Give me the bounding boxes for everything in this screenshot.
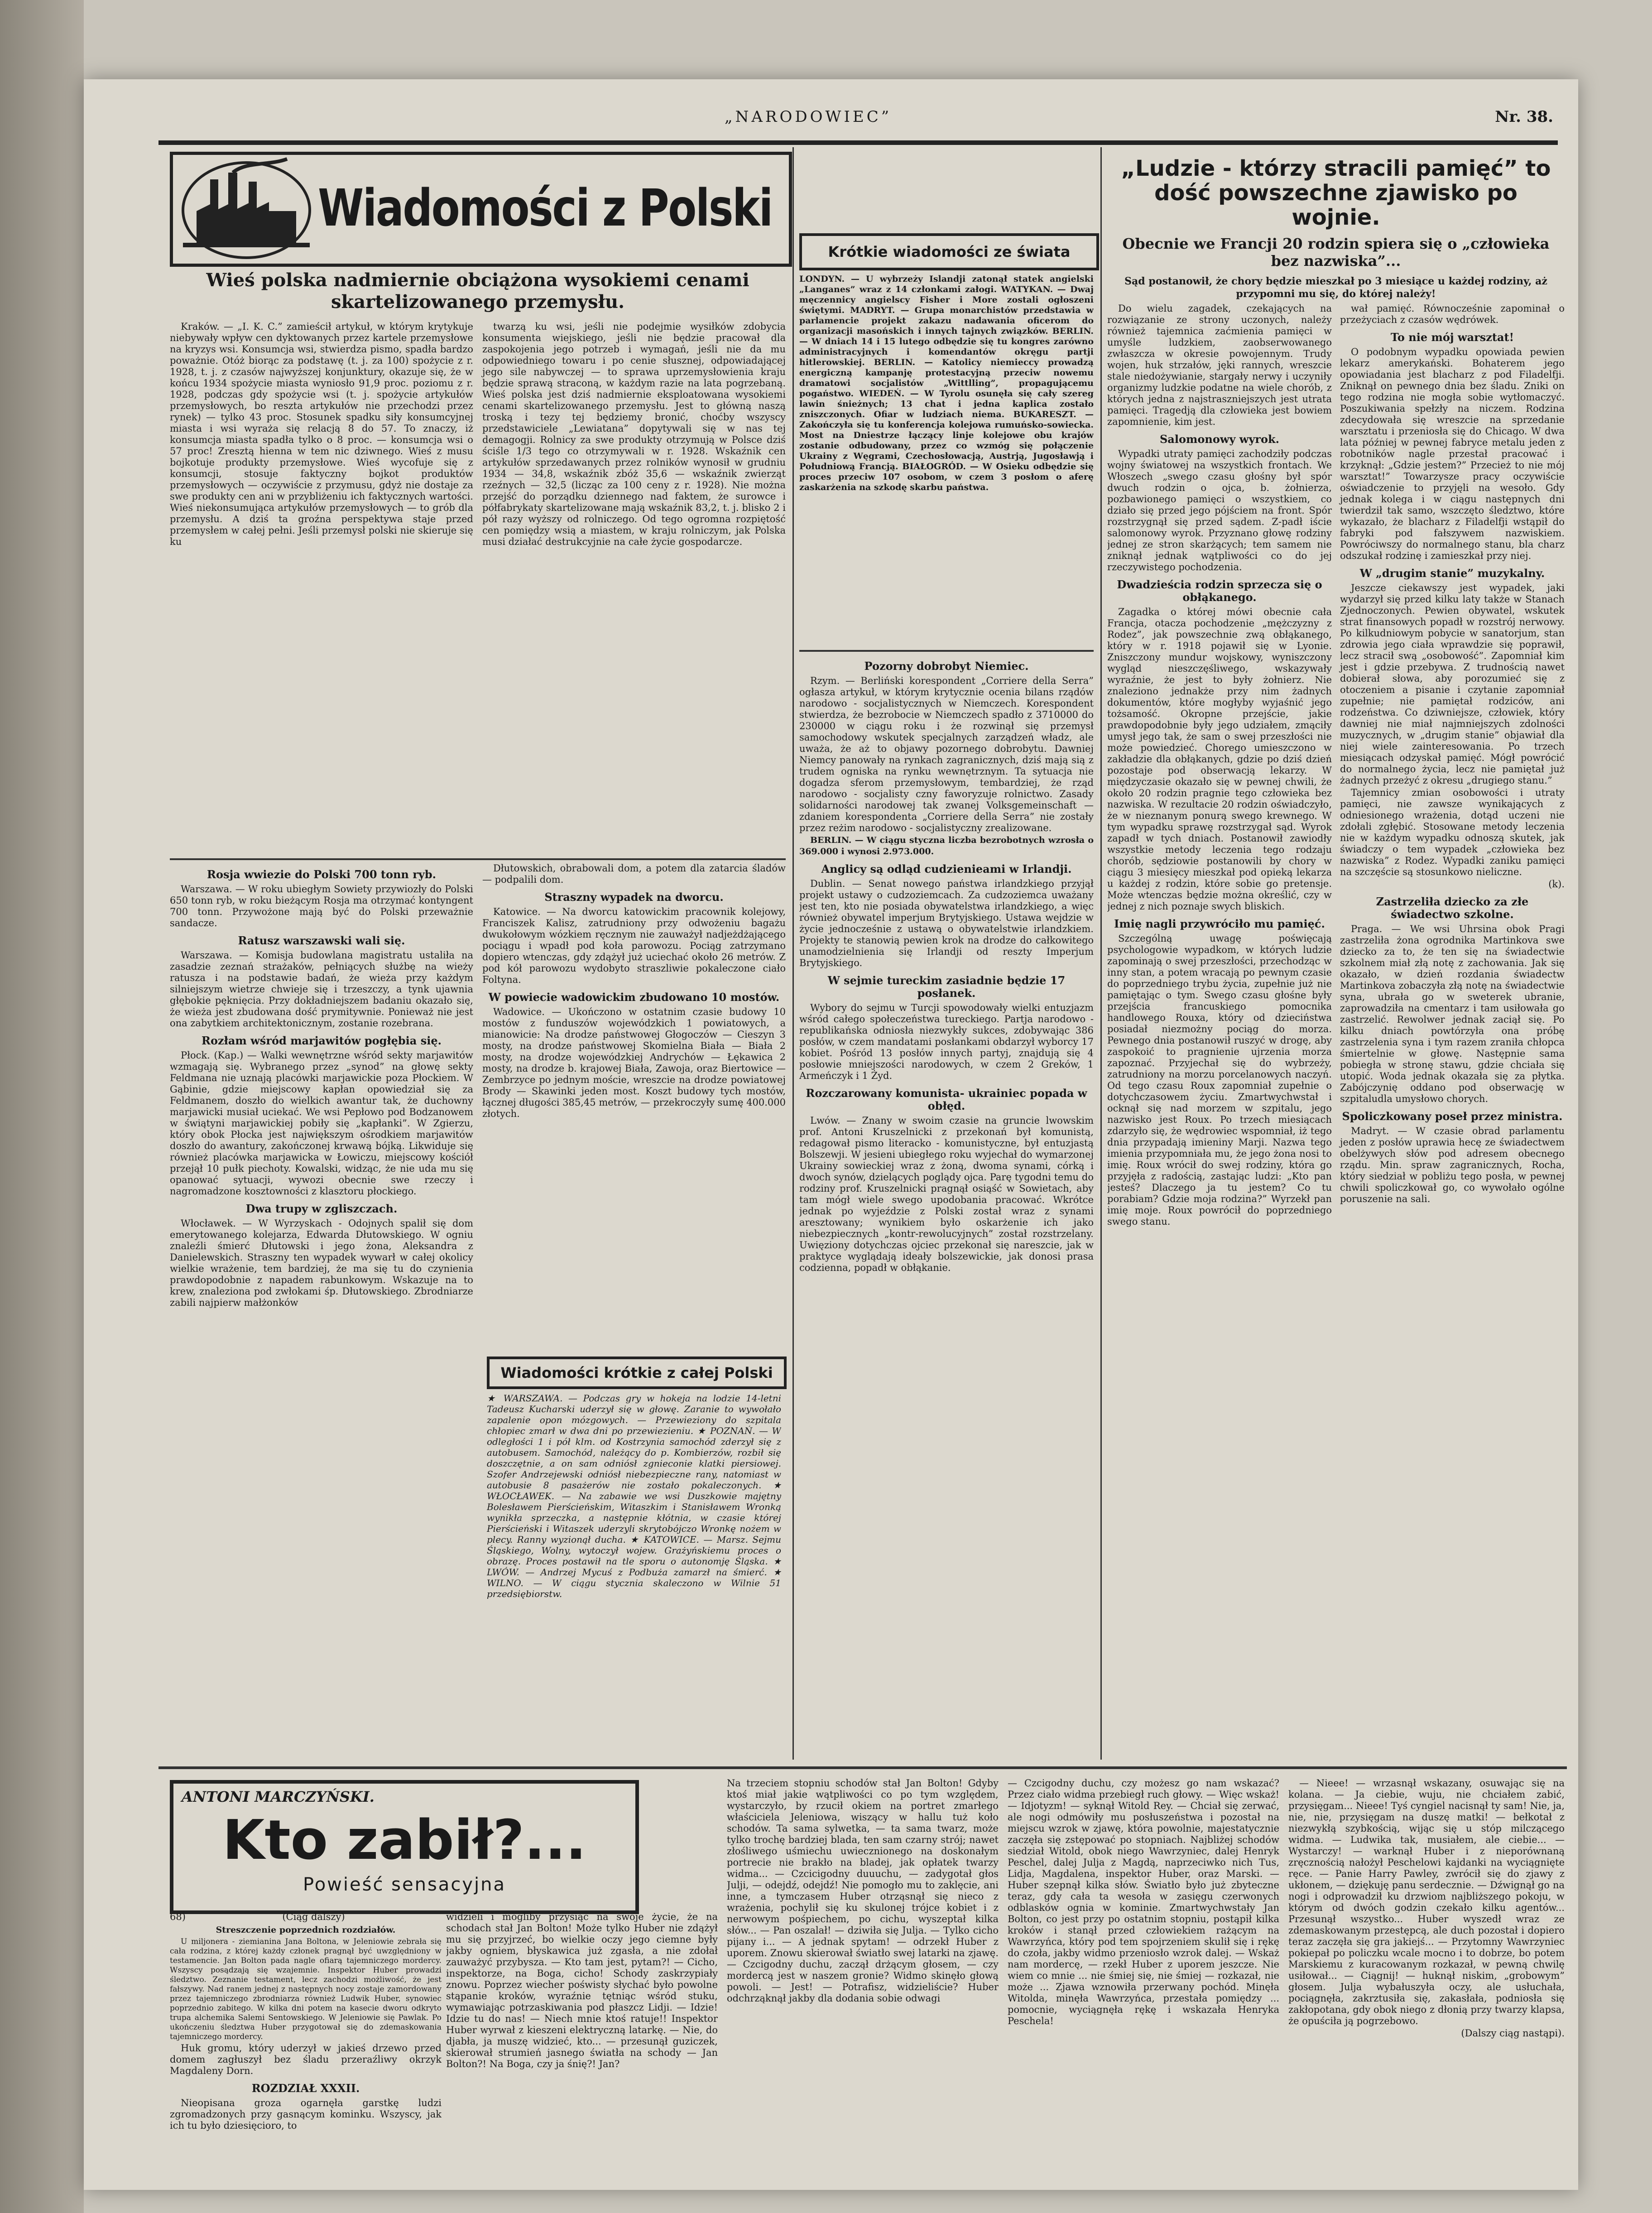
news-item-1: Rosja wwiezie do Polski 700 tonn ryb. Warszawa. — W roku ubiegłym Sowiety przywiozły do Polski 650 tonn ryb, w roku bieżącym Rosja ma otrzymać kontyngent 700 tonn. Przywożone mają być do Polski przeważnie sandacze. [170, 868, 473, 928]
memory-headline: „Ludzie - którzy stracili pamięć” to dość powszechne zjawisko po wojnie. [1121, 156, 1551, 230]
news-item-4: Dwa trupy w zgliszczach. Włocławek. — W Wyrzyskach - Odojnych spalił się dom emerytowanego kolejarza, Edwarda Dłutowskiego. W ogniu znaleźli śmierć Dłutowski i jego żona, Aleksandra z Danielewskich. Straszny ten wypadek wywarł w całej okolicy wielkie wrażenie, tem bardziej, że ma się tu do czynienia prawdopodobnie z napadem rabunkowym. Wskazuje na to krew, znaleziona pod zwłokami śp. Dłutowskiego. Zbrodniarze zabili najpierw małżonków [170, 1202, 473, 1308]
news-item-5: Dłutowskich, obrabowali dom, a potem dla zatarcia śladów — podpalili dom. [482, 863, 786, 885]
middle-column [799, 654, 1094, 1764]
paper-name: „NARODOWIEC” [725, 108, 892, 126]
news-item-3: Rozłam wśród marjawitów pogłębia się. Płock. (Kap.) — Walki wewnętrzne wśród sekty marjawitów wzmagają się. Wybranego przez „synod” na głowę sekty Feldmana nie uznają placówki marjawickie poza Płockiem. W Gąbinie, gdzie miejscowy kapłan opowiedział się za Feldmanem, doszło do wielkich awantur tak, że duchowny marjawicki musiał uciekać. We wsi Pepłowo pod Bodzanowem w świątyni marjawickiej pobiły się „kapłanki”. W Zgierzu, który obok Płocka jest największym ośrodkiem marjawitów doszło do awantury, zakończonej krwawą bójką. Likwiduje się również placówka marjawicka w Łowiczu, miejscowy kościół przejął 10 pułk piechoty. Kowalski, widząc, że nie uda mu się opanować sytuacji, wywozi obecnie swe rzeczy i nagromadzone kosztowności z klasztoru płockiego. [170, 1034, 473, 1197]
section-title-box [170, 152, 792, 267]
memory-subhead-2: Sąd postanowił, że chory będzie mieszkał po 3 miesiące u każdej rodziny, aż przypomni mu się, do której należy! [1124, 275, 1547, 300]
article-ireland: Anglicy są odląd cudzienieami w Irlandji. Dublin. — Senat nowego państwa irlandzkiego przyjął projekt ustawy o cudzoziemcach. Za cudzoziemca uważany jest ten, kto nie posiada obywatelstwa irlandzkiego, a więc również obywatel imperjum Brytyjskiego. Ustawa wejdzie w życie jednocześnie z ustawą o obywatelstwie irlandzkiem. Projekty te stanowią pewien krok na drodze do całkowitego unamodzielnienia się Irlandji od reszty Imperjum Brytyjskiego. [799, 862, 1094, 968]
article-body-right: twarzą ku wsi, jeśli nie podejmie wysiłków zdobycia konsumenta wiejskiego, jeśli nie będzie pracował dla zaspokojenia jego potrzeb i wymagań, jeśli nie da mu odpowiedniego towaru i po cenie słusznej, odpowiadającej jego sile nabywczej — to sprawa uprzemysłowienia kraju będzie sprawą straconą, w każdym razie na lata pogrzebaną. Wieś polska jest dziś nadmiernie eksploatowana wysokiemi cenami skartelizowanego przemysłu. Jest to główną naszą troską i tezy tej będziemy bronić, choćby wszyscy przedstawiciele „Lewiatana” dopytywali się w nas tej demagogji. Rolnicy za swe produkty otrzymują w Polsce dziś ściśle 1/3 tego co otrzymywali w r. 1928. Wskaźnik cen artykułów sprzedawanych przez rolników wynosił w grudniu 1934 — 34,8, wskaźnik zbóż 35,6 — wskaźnik zwierząt rzeźnych — 32,5 (licząc za 100 ceny z r. 1928). Nie można przejść do porządku dziennego nad faktem, że surowce i półfabrykaty skartelizowane mają wskaźnik 83,2, t. j. blisko 2 i pół razy wyższy od rolniczego. Od tego ogromna rozpiętość cen pomiędzy wsią a miastem, w kraju rolniczym, jak Polska musi działać destrukcyjnie na całe życie gospodarcze. [482, 321, 786, 547]
serial-col-4: — Czcigodny duchu, czy możesz go nam wskazać? Przez ciało widma przebiegł ruch głowy. — Więc wskaż! — Idjotyzm! — syknął Witold Rey. — Chciał się zerwać, ale nogi odmówiły mu posłuszeństwa i pozostał na miejscu wzrok w zjawę, która powolnie, majestatycznie zaczęła się zstępować po stopniach. Najbliżej schodów siedział Witold, obok niego Wawrzyniec, dalej Henryk Peschel, dalej Julja z Magdą, naprzeciwko nich Tus, Lidja, Magdalena, inspektor Huber, oraz Marski. — Huber szepnął kilka słów. Światło było już zbyteczne teraz, gdy cała ta wesoła w zasięgu czerwonych odblasków ognia w kominie. Zmartwychwstały Jan Bolton, co jest przy po ostatnim stopniu, postąpił kilka kroków i stanął przed człowiekiem rażącym na Wawrzyńca, który pod tem spojrzeniem skulił się i rękę do czoła, jakby widmo przeniosło wzrok dalej. — Wskaż nam mordercę, — rzekł Huber z uporem jeszcze. Nie wiem co mnie ... nie śmiej się, nie śmiej — rozkazał, nie może ... Zjawa wznowiła przerwany pochód. Minęła Witolda, minęła Wawrzyńca, przestała pomiędzy ... pomocnie, wyciągnęła rękę i wskazała Henryka Peschela! [1008, 1778, 1279, 2026]
article-germany: Pozorny dobrobyt Niemiec. Rzym. — Berliński korespondent „Corriere della Serra” ogłasza artykuł, w którym krytycznie ocenia bilans rządów narodowo - socjalistycznych w Niemczech. Korespondent stwierdza, że bezrobocie w Niemczech spadło z 3710000 do 230000 w ciągu roku i że rozwinął się przemysł samochodowy wskutek specjalnych zarządzeń władz, ale uważa, że aż to objawy pozornego dobrobytu. Dawniej Niemcy panowały na rynkach zagranicznych, dziś mają sią z trudem ogniska na rynku wewnętrznym. Ta sytuacja nie dogadza sferom przemysłowym, tembardziej, że rząd narodowo - socjalisty czny faworyzuje rolnictwo. Zasady solidarności narodowej tak zwanej Volksgemeinschaft — zdaniem korespondenta „Corriere della Serra” nie zostały przez reżim narodowo - socjalistyczny zrealizowane. BERLIN. — W ciągu styczna liczba bezrobotnych wzrosła o 369.000 i wynosi 2.973.000. [799, 659, 1094, 856]
factory-icon [178, 157, 314, 261]
memory-subhead: Obecnie we Francji 20 rodzin spiera się o „człowieka bez nazwiska”... [1122, 235, 1550, 269]
article-village [170, 269, 786, 854]
masthead [158, 104, 1558, 145]
news-item-7: W powiecie wadowickim zbudowano 10 mostów. Wadowice. — Ukończono w ostatnim czasie budowy 10 mostów z funduszów wojewódzkich 1 powiatowych, a mianowicie: Na drodze państwowej Głogoczów — Cieszyn 3 mosty, na drodze państwowej Skomielna Biała — Biała 2 mosty, na drodze wojewódzkiej Andrychów — Łękawica 2 mosty, na drodze b. krajowej Biała, Zawoja, oraz Biertowice — Zembrzyce po jednym moście, wreszcie na drodze powiatowej Brody — Skawinki jeden most. Koszt budowy tych mostów, łącznej długości 385,45 metrów, — przekroczyły sumę 400.000 złotych. [482, 991, 786, 1119]
serial-col-3: Na trzeciem stopniu schodów stał Jan Bolton! Gdyby ktoś miał jakie wątpliwości co po tym względem, wystarczyło, by rzucił okiem na portret zmarłego właściciela Jeleniowa, wiszący w hallu tuż koło schodów. Ta sama sylwetka, — ta sama twarz, może tylko trochę bardziej blada, ten sam czarny strój; nawet złośliwego uśmiechu uwiecznionego na doskonałym portrecie nie brakło na bladej, jak opłatek twarzy widma... — Czcicigodny duuuchu, — zadygotał głos Julji, — odejdź, odejdź! Nie pomogło mu to zaklęcie, ani inne, a tymczasem Huber otrząsnął się nieco z wrażenia, pochylił się ku skulonej trójce kobiet i z nerwowym pośpiechem, po cichu, wyszeptał kilka słów... — Pan oszalał! — dziwiła się Julja. — Tylko cicho pijany i... — A jednak spytam! — odrzekł Huber z uporem. Znowu skierował światło swej latarki na zjawę. — Czcigodny duchu, zaczął drżącym głosem, — czy mordercą jest w naszem gronie? Widmo skinęło głową powoli. — Jest! — Potrafisz, widzieliście? Huber odchrząknął jakby dla dodania sobie odwagi [727, 1778, 999, 2004]
issue-number: Nr. 38. [1495, 108, 1553, 126]
divider [799, 650, 1094, 652]
serial-col-2: widzieli i mogliby przysiąc na swoje życie, że na schodach stał Jan Bolton! Może tylko Huber nie zdążył mu się przyjrzeć, bo wielkie oczy jego ciemne były jakby ogniem, błyskawica już zgasła, a nie zdołał zauważyć przybysza. — Kto tam jest, pytam?! — Cicho, inspektorze, na Boga, cicho! Schody zaskrzypiały znowu. Poprzez wiecher poświsty słychać było powolne stąpanie kroków, wyraźnie tętniąc wśród stuku, wymawiając potrzaskiwania pod płaszcz Lidji. — Idzie! Idzie tu do nas! — Niech mnie ktoś ratuje!! Inspektor Huber wyrwał z kieszeni elektryczną latarkę. — Nie, do djabła, ja muszę widzieć, kto... — przesunął guziczek, skierował strumień jasnego światła na schody — Jan Bolton?! Na Boga, czy ja śnię?! Jan? [446, 1911, 718, 2069]
short-news-poland: ★ WARSZAWA. — Podczas gry w hokeja na lodzie 14-letni Tadeusz Kucharski uderzył się w głowę. Zaranie to wywołało zapalenie opon mózgowych. — Przewieziony do szpitala chłopiec zmarł w dwa dni po przewiezieniu. ★ POZNAŃ. — W odległości 1 i pół klm. od Kostrzynia samochód zderzył się z autobusem. Samochód, należący do p. Kombierzów, rozbił się doszczętnie, a on sam odniósł zgnieconie klatki piersiowej. Szofer Andrzejewski odniósł niebezpieczne rany, natomiast w autobusie 8 pasażerów nie zostało pokaleczonych. ★ WŁOCŁAWEK. — Na zabawie we wsi Duszkowie majętny Bolesławem Pierścieńskim, Witaszkim i Stanisławem Wronką wynikła sprzeczka, a następnie kłótnia, w czasie której Pierścieński i Witaszek uderzyli skrytobójczo Wronkę nożem w plecy. Ranny wyzionął ducha. ★ KATOWICE. — Marsz. Sejmu Śląskiego, Wolny, wytoczył wojew. Grażyńskiemu proces o obrazę. Proces postawił na tle sporu o autonomję Śląska. ★ LWÓW. — Andrzej Mycuś z Podbuża zamarzł na śmierć. ★ WILNO. — W ciągu stycznia skaleczono w Wilnie 51 przedsiębiorstw. [487, 1393, 781, 1599]
serial-divider [158, 1766, 1567, 1769]
scan-border [0, 0, 84, 2213]
article-body-left: Kraków. — „I. K. C.” zamieścił artykuł, w którym krytykuje niebywały wpływ cen dyktowanych przez kartele przemysłowe na kryzys wsi. Konsumcja wsi, stwierdza pismo, spadła bardzo poważnie. Otóż biorąc za podstawę (t. j. za 100) spożycie z r. 1928, t. j. z czasów najwyższej konjunktury, okazuje się, że w końcu 1934 spożycie miasta wyniosło 91,9 proc. poziomu z r. 1928, podczas gdy spożycie wsi (t. j. spożycie artykułów przemysłowych, bo reszta artykułów nie przechodzi przez rynek) — tylko 43 proc. Stosunek spadku siły konsumcyjnej miasta i wsi wyraża się relacją 8 do 57. To znaczy, iż konsumcja miasta spadła tylko o 8 proc. — konsumcja wsi o 57 proc! Zresztą hienna w tem nic dziwnego. Wieś z musu bojkotuje produkty przemysłowe. Wieś wycofuje się z konsumcji, stosuje faktyczny bojkot produktów przemysłowych — oczywiście z przymusu, gdyż nie dostaje za swe produkty cen ani w przybliżeniu ich faktycznych wartości. Wieś niekonsumująca artykułów przemysłowych — to grób dla przemysłu. A dziś ta groźna perspektywa staje przed przemysłem w całej pełni. Jeśli przemysł polski nie skieruje się ku [170, 321, 473, 547]
article-lwow: Rozczarowany komunista- ukrainiec popada w obłęd. Lwów. — Znany w swoim czasie na gruncie lwowskim prof. Antoni Kruszelnicki z przekonań był komunistą, redagował pismo literacko - komunistyczne, był entuzjastą Bolszewji. W jesieni ubiegłego roku wyjechał do wymarzonej Ukrainy sowieckiej wraz z żoną, dwoma synami, córką i dwoch synów, dzielących poglądy ojca. Parę tygodni temu do rodziny prof. Kruszelnicki pragnął osiąść w Sowietach, aby tam mógł wiele swego upodobania pracować. Wkrótce jednak po wyjeździe z Polski został wraz z synami aresztowany; wynikiem było oskarżenie ich jako niebezpiecznych „kontr-rewolucyjnych” został rozstrzelany. Uwięziony dotychczas ojciec przekonał się nareszcie, jak w praktyce wyglądają ideały bolszewickie, jak donosi prasa codzienna, popadł w obłąkanie. [799, 1087, 1094, 1273]
news-column-b [482, 863, 786, 1352]
article-memory: „Ludzie - którzy stracili pamięć” to dość powszechne zjawisko po wojnie. Obecnie we Francji 20 rodzin spiera się o „człowieka bez nazwiska”... Sąd postanowił, że chory będzie mieszkał po 3 miesiące u każdej rodziny, aż przypomni mu się, do której należy! Do wielu zagadek, czekających na rozwiązanie ze strony uczonych, należy również tajemnica zaćmienia pamięci w umyśle ludzkiem, zaobserwowanego zwłaszcza w okresie powojennym. Trudy wojen, huk strzałów, jęki rannych, wreszcie stale niedożywianie, stargały nerwy i uczyniły organizmy ludzkie podatne na wiele chorób, z których jedna z najstraszniejszych jest utrata pamięci. Tragedją dla człowieka jest bowiem zapomnienie, kim jest. Salomonowy wyrok. Wypadki utraty pamięci zachodziły podczas wojny światowej na wszystkich frontach. We Włoszech „swego czasu głośny był spór dwuch rodzin o ojca, b. żołnierza, pozbawionego pamięci o wszystkiem, co działo się przed jego pójściem na front. Spór rozstrzygnął się przed sądem. Z-padł iście salomonowy wyrok. Przyznano głowę rodziny jednej ze stron skarżących; tem samem nie zniknął jednak wątpliwości co do jej rzeczywistego pochodzenia. Dwadzieścia rodzin sprzecza się o obłąkanego. Zagadka o której mówi obecnie cała Francja, otacza pochodzenie „mężczyzny z Rodez”, jak powszechnie zwą obłąkanego, który w r. 1918 pojawił się w Lyonie. Zniszczony mundur wojskowy, wyniszczony wygląd nieszczęśliwego, wskazywały wyraźnie, że jest to były żołnierz. Nie znaleziono jednakże przy nim żadnych dokumentów, które mogłyby wyjaśnić jego tożsamość. Okropne przejście, jakie prawdopodobnie były jego udziałem, zmąciły umysł jego tak, że sam o swej przeszłości nie może powiedzieć. Chorego umieszczono w zakładzie dla obłąkanych, gdzie po dziś dzień pozostaje pod obserwacją lekarzy. W międzyczasie okazało się w pewnej chwili, że około 20 rodzin pragnie tego człowieka bez nazwiska. W rezultacie 20 rodzin oświadczyło, że w nieznanym ponurą swego krewnego. W tym wypadku sprawę rozstrzygał sąd. Wyrok zapadł w tych dniach. Postanowił zawiodły wszystkie metody leczenia tego rodzaju chorób, sędziowie postanowili by chory w ciągu 3 miesięcy mieszkał pod opieką lekarza u każdej z rodzin, które sobie go pretensje. Może wtenczas będzie można określić, czy w jednej z nich poznaje swych bliskich. Imię nagli przywróciło mu pamięć. Szczególną uwagę poświęcają psychologowie wypadkom, w których ludzie zapominają o swej przeszłości, przechodząc w inny stan, a potem wracają po pewnym czasie do poprzedniego trybu życia, zupełnie już nie pamiętając o tym. Swego czasu głośne były przejścia francuskiego pomocnika handlowego Rouxa, który od dzieciństwa posiadał niezmożny pociąg do morza. Pewnego dnia postanowił ruszyć w drogę, aby zaspokoić to pragnienie ujrzenia morza zapoznać. Przyjechał się do wybrzeży, zatrudniony na morzu porcelanowych naczyń. Od tego czasu Roux zapomniał zupełnie o dotychczasowem życiu. Zmartwychwstał i ocknął się nad morzem w szpitalu, jego nazwisko jest Roux. Po trzech miesiącach zdarzyło się, że wędrowiec wspomniał, iż tego dnia przypadają imieniny Marji. Nazwa tego imienia przypomniała mu, że jego żona nosi to imię. Roux wrócił do swej rodziny, która go przyjęła z radością, zastając ludzi: „Kto pan jesteś? Dlaczego ja tu jestem? Co tu porabiam? Gdzie moja rodzina?” Wyrzekł pan imię moje. Roux powrócił do poprzedniego swego stanu. wał pamięć. Równocześnie zapominał o przeżyciach z czasów wędrówek. To nie mój warsztat! O podobnym wypadku opowiada pewien lekarz amerykański. Bohaterem jego opowiadania jest blacharz z pod Filadelfji. Zniknął on pewnego dnia bez śladu. Zniki on tego rodzina nie mogła sobie wytłomaczyć. Poszukiwania spełzły na niczem. Rodzina zdecydowała się wreszcie na sprzedanie warsztatu i przeniosła się do Chicago. W dwa lata później w pewnej fabryce metalu jeden z robotników nagle przestał pracować i krzyknął: „Gdzie jestem?” Przecież to nie mój warsztat!” Towarzysze pracy oczywiście oświadczenie to przyjęli na wesoło. Gdy jednak kolega i w ciągu następnych dni twierdził tak samo, wszczęto śledztwo, które wykazało, że blacharz z Filadelfji wstąpił do fabryki pod fałszywem nazwiskiem. Powróciwszy do normalnego stanu, bla charz odszukał rodzinę i zamieszkał przy niej. W „drugim stanie” muzykalny. Jeszcze ciekawszy jest wypadek, jaki wydarzył się przed kilku laty także w Stanach Zjednoczonych. Pewien obywatel, wskutek strat finansowych popadł w rozstrój nerwowy. Po kilkudniowym pobycie w sanatorjum, stan zdrowia jego ciała wprawdzie się poprawił, lecz stracił swą „osobowość”. Zapomniał kim jest i gdzie przebywa. Z trudnością nawet dobierał słowa, aby porozumieć się z otoczeniem a pisanie i czytanie zapomniał zupełnie; nie pamiętał rodziców, ani rodzeństwa. Co dziwniejsze, człowiek, który dawniej nie miał najmniejszych zdolności muzycznych, w „drugim stanie” objawiał dla niej wiele zainteresowania. Po trzech miesiącach odzyskał pamięć. Mógł powrócić do normalnego życia, lecz nie pamiętał już żadnych przeżyć z okresu „drugiego stanu.” Tajemnicy zmian osobowości i utraty pamięci, nie zawsze wynikających z odniesionego wrażenia, dotąd uczeni nie zdołali zgłębić. Stosowane metody leczenia nie w każdym wypadku odnoszą skutek, jak świadczy o tem wypadek „człowieka bez nazwiska” z Rodez. Wypadki zaniku pamięci na szczęście są stosunkowo nieliczne. (k). Zastrzeliła dziecko za złe świadectwo szkolne. Praga. — We wsi Uhrsina obok Pragi zastrzeliła żona ogrodnika Martinkova swe dziecko za to, że ten się na świadectwie szkolnem miał złą notę z zachowania. Jak się okazało, w dzień rozdania świadectw Martinkova zobaczyła złą notę na świadectwie syna, ubrała go w sweterek ubranie, zaprowadziła na cmentarz i tam usiłowała go zastrzelić. Rewolwer jednak zaciął się. Po kilku dniach powtórzyła ona próbę zastrzelenia syna i tym razem zraniła chłopca śmiertelnie w głowę. Następnie sama pobiegła w stronę stawu, gdzie chciała się utopić. Woda jednak okazała się za płytka. Zabójczynię oddano pod obserwację w szpitaludla umysłowo chorych. Spoliczkowany poseł przez ministra. Madryt. — W czasie obrad parlamentu jeden z posłów uprawia hecę ze świadectwem obelżywych słów pod adresem obecnego rządu. Min. spraw zagranicznych, Rocha, który siedział w pobliżu tego posła, w pewnej chwili spoliczkował go, co wywołało ogólne poruszenie na sali. [1107, 156, 1565, 1227]
section-title: Wiadomości z Polski [318, 179, 772, 238]
column-rule [1100, 147, 1102, 1760]
serial-title-box: ANTONI MARCZYŃSKI. Kto zabił?... Powieść sensacyjna [170, 1780, 639, 1914]
news-item-2: Ratusz warszawski wali się. Warszawa. — Komisja budowlana magistratu ustaliła na zasadzie zeznań strażaków, pełniących służbę na wieży ratusza i na podstawie badań, że wieża przy każdym silniejszym wietrze chwieje się i trzeszczy, a tynk ujawnia głębokie pęknięcia. Przy dokładniejszem badaniu okazało się, że wieża jest zbudowana dość prymitywnie. Ponieważ nie jest ona zabytkiem architektonicznym, zostanie rozebrana. [170, 934, 473, 1029]
newspaper-page [84, 79, 1578, 2190]
divider [170, 858, 786, 860]
article-turkey: W sejmie tureckim zasiadnie będzie 17 posłanek. Wybory do sejmu w Turcji spowodowały wielki entuzjazm wśród całego społeczeństwa tureckiego. Partja narodowo - republikańska odniosła niezwykły sukces, zdobywając 386 posłów, w czem mandatami posłankami obdarzył wyborcy 17 kobiet. Pośród 13 posłów innych partyj, znajdują się 4 posłowie mniejszości narodowych, w czem 2 Greków, 1 Armeńczyk i 1 Żyd. [799, 974, 1094, 1081]
serial-col-5: — Nieee! — wrzasnął wskazany, osuwając się na kolana. — Ja ciebie, wuju, nie chciałem zabić, przysięgam... Nieee! Tyś cyngiel nacisnął ty sam! Nie, ja, nie, nie, przysięgam na duszę matki! — bełkotał z niezwykłą szybkością, wijąc się u stóp milczącego widma. — Ludwika tak, musiałem, ale ciebie... — Wystarczy! — warknął Huber i z nieporównaną zręcznością nałożył Peschelowi kajdanki na wyciągnięte ręce. — Panie Harry Pawley, zwrócił się do zjawy z ukłonem, — dziękuję panu serdecznie. — Dźwignął go na nogi i odprowadził ku drzwiom najbliższego pokoju, w którym od dwóch godzin czekało kilku agentów... Przesunął wszystko... Huber wyszedł wraz ze zdemaskowanym przestępcą, ale duch pozostał i dopiero teraz zaczęła się gra jakiejś... — Przytomny Wawrzyniec pokiepał po policzku wcale mocno i to dobrze, bo potem Marskiemu z kuracowanym rozkazał, w pewną chwilę usiłował... — Ciągnij! — huknął niskim, „grobowym” głosem. Julja wybałuszyła oczy, ale usłuchała, pociągnęła, zakrztusiła się, zakasłała, podniosła się zakłopotana, gdy obok niego z dłonią przy twarzy klapsa, że opuściła ją pogrzebowo. (Dalszy ciąg nastąpi). [1288, 1778, 1565, 2039]
serial-col-1: 68) (Ciąg dalszy) Streszczenie poprzednich rozdziałów. U miljonera - ziemianina Jana Boltona, w Jeleniowie zebrała się cała rodzina, z której każdy członek pragnął być uwzględniony w testamencie. Jan Bolton pada nagle ofiarą tajemniczego mordercy. Wszyscy posądzają się wzajemnie. Inspektor Huber prowadzi śledztwo. Zeznanie testament, lecz zachodzi możliwość, że jest fałszywy. Nad ranem jednej z następnych nocy zostaje zamordowany przez tajemniczego zbrodniarza również Ludwik Huber, synowiec poprzednio zabitego. W kilka dni potem na kasecie dworu odkryto trupa alchemika Salemi Sentowskiego. W Jeleniowie się Pawlak. Po ukończeniu śledztwa Huber przygotował się do zdemaskowania tajemniczego mordercy. Huk gromu, który uderzył w jakieś drzewo przed domem zagłuszył bez śladu przeraźliwy okrzyk Magdaleny Dorn. ROZDZIAŁ XXXII. Nieopisana groza ogarnęła garstkę ludzi zgromadzonych przy gasnącym kominku. Wszyscy, jak ich tu było dziesięcioro, to [170, 1911, 442, 2131]
short-news-poland-title: Wiadomości krótkie z całej Polski [487, 1357, 787, 1389]
short-news-world-title: Krótkie wiadomości ze świata [799, 233, 1099, 270]
column-rule [792, 147, 794, 1760]
short-news-world: LONDYN. — U wybrzeży Islandji zatonął statek angielski „Langanes” wraz z 14 członkami załogi. WATYKAN. — Dwaj męczennicy angielscy Fisher i More zostali ogłoszeni świętymi. MADRYT. — Grupa monarchistów przedstawia w parlamencie projekt zakazu nadawania oficerom do organizacji masońskich i innych tajnych związków. BERLIN. — W dniach 14 i 15 lutego odbędzie się tu kongres zarówno administracyjnych i komendantów okręgu partji hitlerowskiej. BERLIN. — Katolicy niemieccy prowadzą energiczną kampanję protestacyjną przeciw nowemu dramatowi socjalistów „Wittlling”, propagującemu pogaństwo. WIEDEŃ. — W Tyrolu osunęła się cały szereg lawin śnieżnych; 13 chat i jedna kaplica zostało zniszczonych. Ofiar w ludziach niema. BUKARESZT. — Zakończyła się tu konferencja kolejowa rumuńsko-sowiecka. Most na Dniestrze łączący linje kolejowe obu krajów zostanie odbudowany, przez co wzmóg się połączenie Ukrainy z Węgrami, Czechosłowacją, Austrją, Jugosławją i Południową Francją. BIAŁOGRÓD. — W Osieku odbędzie się proces przeciw 107 osobom, w czem 3 posłom o aferę zaskarżenia na szkodę skarbu państwa. [799, 274, 1094, 492]
news-item-6: Straszny wypadek na dworcu. Katowice. — Na dworcu katowickim pracownik kolejowy, Franciszek Kalisz, zatrudniony przy odwożeniu bagażu dwukołowym wózkiem ręcznym nie zauważył nadjeżdżającego pociągu i wpadł pod koła parowozu. Pociąg zatrzymano dopiero wtenczas, gdy zdążył już uciechać około 26 metrów. Z pod kół parowozu wydobyto straszliwie pokaleczone ciało Foltyna. [482, 890, 786, 985]
article-headline: Wieś polska nadmiernie obciążona wysokiemi cenami skartelizowanego przemysłu. [206, 269, 749, 313]
